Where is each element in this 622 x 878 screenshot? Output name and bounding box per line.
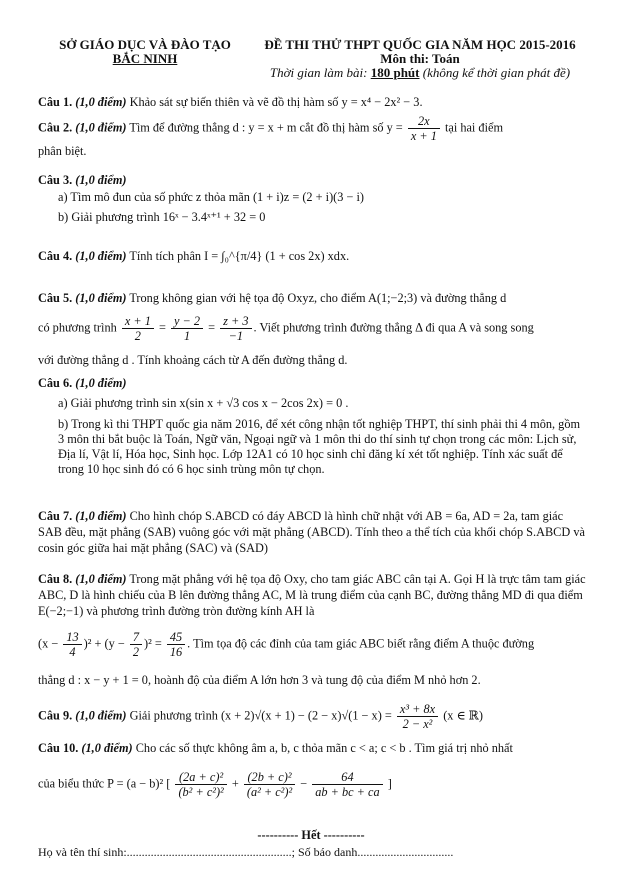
department-name: SỞ GIÁO DỤC VÀ ĐÀO TẠO: [59, 37, 231, 52]
fraction: $\frac{2x}{x + 1}$: [408, 114, 440, 143]
question-5: Câu 5. (1,0 điểm) Trong không gian với hệ tọa độ Oxyz, cho điểm A(1;−2;3) và đường thẳng d: [38, 291, 507, 305]
question-5-tail: với đường thẳng d . Tính khoảng cách từ A đến đường thẳng d.: [38, 353, 348, 367]
question-6b: b) Trong kì thi THPT quốc gia năm 2016, để xét công nhận tốt nghiệp THPT, thí sinh phải thi 4 môn, gồm 3 môn thi bắt buộc là Toán, Ngữ văn, Ngoại ngữ và 1 môn thi do thí sinh tự chọn trong các môn: Lịch sử, Địa lí, Vật lí, Hóa học, Sinh học. Lớp 12A1 có 10 học sinh chỉ đăng kí xét tốt nghiệp. Tính xác suất để trong 10 học sinh đó có 6 học sinh trùng môn tự chọn.: [58, 417, 581, 476]
question-3a: a) Tìm mô đun của số phức z thỏa mãn (1 + i)z = (2 + i)(3 − i): [58, 190, 364, 204]
question-3b: b) Giải phương trình 16ˣ − 3.4ˣ⁺¹ + 32 = 0: [58, 210, 266, 224]
department-header: [40, 38, 250, 66]
province-name: BẮC NINH: [112, 51, 178, 66]
question-8-tail: thẳng d : x − y + 1 = 0, hoành độ của điểm A lớn hơn 3 và tung độ của điểm M nhỏ hơn 2.: [38, 673, 481, 687]
question-3: Câu 3. (1,0 điểm): [38, 173, 127, 187]
question-8-circle-equation: (x − $\frac{13}{4}$ )² + (y − $\frac{7}{2}$ )² = $\frac{45}{16}$ . Tìm tọa độ các đỉnh của tam giác ABC biết rằng điểm A thuộc đường: [38, 630, 535, 659]
question-4: Câu 4. (1,0 điểm) Tính tích phân I = ∫₀^{π/4} (1 + cos 2x) xdx.: [38, 249, 350, 263]
exam-duration: Thời gian làm bài: 180 phút (không kể thời gian phát đề): [269, 65, 571, 80]
question-2: Câu 2. (1,0 điểm) Tìm để đường thẳng d : y = x + m cắt đồ thị hàm số y = $\frac{2x}{x + 1}$ tại hai điểm phân biệt.: [38, 114, 504, 158]
end-marker: ---------- Hết ----------: [257, 828, 365, 842]
question-1: Câu 1. (1,0 điểm) Khảo sát sự biến thiên và vẽ đồ thị hàm số y = x⁴ − 2x² − 3.: [38, 95, 423, 109]
question-8: Câu 8. (1,0 điểm) Trong mặt phẳng với hệ tọa độ Oxy, cho tam giác ABC cân tại A. Gọi H là trực tâm tam giác ABC, D là hình chiếu của B lên đường thẳng AC, M là trung điểm của cạnh BC, đường thẳng MD đi qua điểm E(−2;−1) và phương trình đường tròn đường kính AH là: [38, 572, 586, 618]
question-9: Câu 9. (1,0 điểm) Giải phương trình (x + 2)√(x + 1) − (2 − x)√(1 − x) = $\frac{\text{x³ + 8x}}{\text{2 − x²}}$ (x ∈ ℝ): [38, 702, 483, 731]
question-5-equation: có phương trình $\frac{x + 1}{2}$ = $\frac{y - 2}{1}$ = $\frac{z + 3}{-1}$ . Viết phương trình đường thẳng Δ đi qua A và song song: [38, 314, 534, 343]
question-7: Câu 7. (1,0 điểm) Cho hình chóp S.ABCD có đáy ABCD là hình chữ nhật với AB = 6a, AD = 2a, tam giác SAB đều, mặt phẳng (SAB) vuông góc với mặt phẳng (ABCD). Tính theo a thể tích của khối chóp S.ABCD và cosin góc giữa hai mặt phẳng (SAC) và (SAD): [38, 509, 585, 555]
question-6: Câu 6. (1,0 điểm): [38, 376, 127, 390]
exam-subject: Môn thi: Toán: [380, 51, 460, 66]
question-10: Câu 10. (1,0 điểm) Cho các số thực không âm a, b, c thỏa mãn c < a; c < b . Tìm giá trị nhỏ nhất: [38, 741, 513, 755]
exam-title: ĐỀ THI THỬ THPT QUỐC GIA NĂM HỌC 2015-2016: [264, 37, 576, 52]
question-6a: a) Giải phương trình sin x(sin x + √3 cos x − 2cos 2x) = 0 .: [58, 396, 349, 410]
candidate-info-line: Họ và tên thí sinh:.......................................................; Số báo danh................................: [38, 845, 454, 859]
question-10-expression: của biểu thức P = (a − b)² [ $\frac{\text{(2a + c)²}}{\text{(b² + c²)²}}$ + $\frac{\text{(2b + c)²}}{\text{(a² + c²)²}}$ − $\frac{64}{ab + bc + ca}$ ]: [38, 770, 392, 799]
exam-header: [255, 38, 585, 80]
